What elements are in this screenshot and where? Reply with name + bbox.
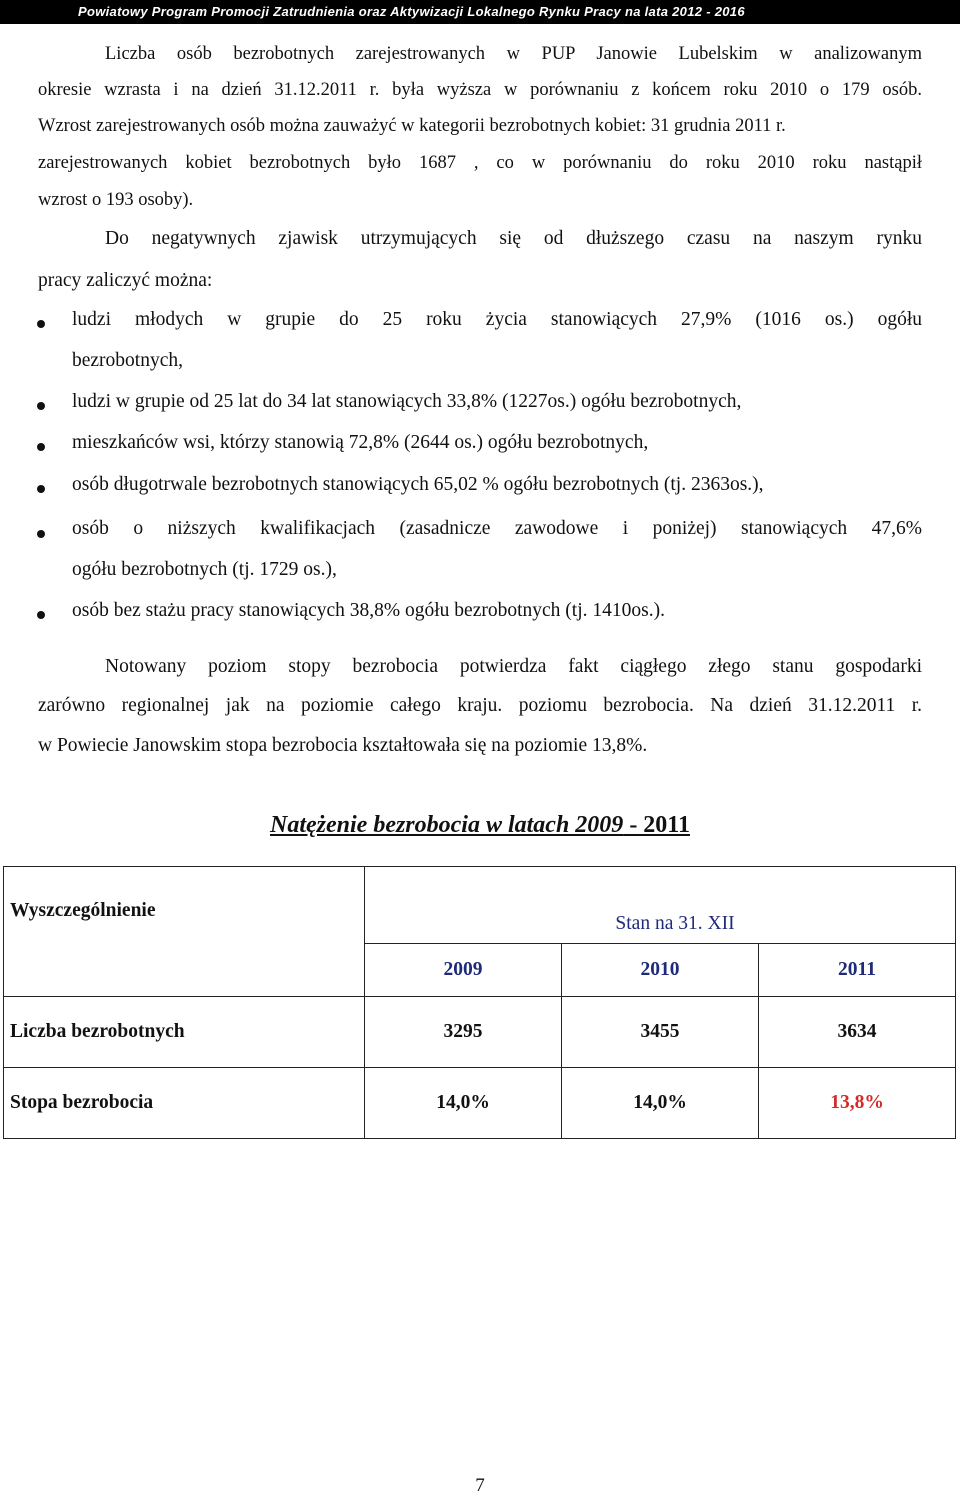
bullet-5-line-1: osób o niższych kwalifikacjach (zasadnicze zawodowe i poniżej) stanowiących 47,6% [72, 518, 922, 539]
intro-line-5: wzrost o 193 osoby). [38, 190, 194, 210]
bullet-1-line-1: ludzi młodych w grupie do 25 roku życia stanowiących 27,9% (1016 os.) ogółu [72, 309, 922, 330]
bullet-4-text: osób długotrwale bezrobotnych stanowiących 65,02 % ogółu bezrobotnych (tj. 2363os.), [72, 474, 764, 495]
intro-line-2: okresie wzrasta i na dzień 31.12.2011 r. była wyższa w porównaniu z końcem roku 2010 o 179 osób. [38, 80, 922, 100]
header-wyszczegolnienie: Wyszczególnienie [4, 867, 365, 997]
summary-line-1: Notowany poziom stopy bezrobocia potwierdza fakt ciągłego złego stanu gospodarki [105, 656, 922, 677]
year-2010: 2010 [562, 944, 759, 997]
bullet-2-text: ludzi w grupie od 25 lat do 34 lat stanowiących 33,8% (1227os.) ogółu bezrobotnych, [72, 391, 742, 412]
bullet-1-line-2: bezrobotnych, [72, 350, 184, 371]
section-title-rest: - 2011 [623, 812, 690, 838]
page-number: 7 [475, 1475, 485, 1496]
year-2011: 2011 [759, 944, 956, 997]
unemployment-table [3, 866, 956, 1139]
cell-liczba-2011: 3634 [759, 997, 956, 1068]
summary-line-3: w Powiecie Janowskim stopa bezrobocia kształtowała się na poziomie 13,8%. [38, 735, 648, 756]
bullet-dot [37, 402, 45, 410]
intro-line-4: zarejestrowanych kobiet bezrobotnych było 1687 , co w porównaniu do roku 2010 roku nastąpił [38, 153, 922, 173]
cell-stopa-2011: 13,8% [759, 1068, 956, 1139]
section-title-main: Natężenie bezrobocia w latach 2009 [270, 812, 624, 838]
bullet-dot [37, 485, 45, 493]
bullet-dot [37, 443, 45, 451]
bullet-dot [37, 611, 45, 619]
bullet-6-text: osób bez stażu pracy stanowiących 38,8% ogółu bezrobotnych (tj. 1410os.). [72, 600, 665, 621]
negative-line-2: pracy zaliczyć można: [38, 270, 213, 291]
row-label-liczba: Liczba bezrobotnych [4, 997, 365, 1068]
bullet-5-line-2: ogółu bezrobotnych (tj. 1729 os.), [72, 559, 337, 580]
bullet-dot [37, 530, 45, 538]
bullet-dot [37, 320, 45, 328]
cell-stopa-2010: 14,0% [562, 1068, 759, 1139]
cell-liczba-2009: 3295 [365, 997, 562, 1068]
row-label-stopa: Stopa bezrobocia [4, 1068, 365, 1139]
bullet-3-text: mieszkańców wsi, którzy stanowią 72,8% (2644 os.) ogółu bezrobotnych, [72, 432, 649, 453]
intro-line-3: Wzrost zarejestrowanych osób można zauważyć w kategorii bezrobotnych kobiet: 31 grudnia 2011 r. [38, 116, 786, 136]
intro-line-1: Liczba osób bezrobotnych zarejestrowanych w PUP Janowie Lubelskim w analizowanym [105, 44, 922, 64]
cell-stopa-2009: 14,0% [365, 1068, 562, 1139]
year-2009: 2009 [365, 944, 562, 997]
cell-liczba-2010: 3455 [562, 997, 759, 1068]
header-stan: Stan na 31. XII [365, 867, 956, 944]
page-header: Powiatowy Program Promocji Zatrudnienia oraz Aktywizacji Lokalnego Rynku Pracy na lata 2012 - 2016 [0, 0, 960, 24]
summary-line-2: zarówno regionalnej jak na poziomie całego kraju. poziomu bezrobocia. Na dzień 31.12.2011 r. [38, 695, 922, 716]
negative-line-1: Do negatywnych zjawisk utrzymujących się od dłuższego czasu na naszym rynku [105, 228, 922, 249]
section-title [0, 812, 960, 839]
